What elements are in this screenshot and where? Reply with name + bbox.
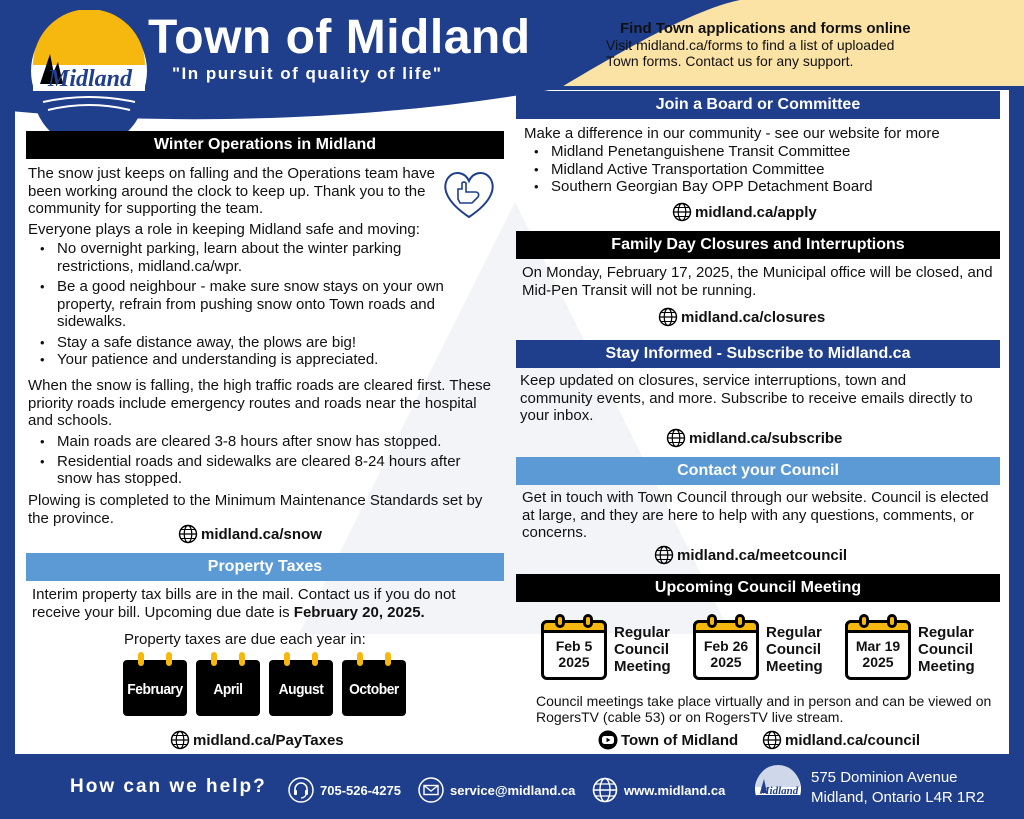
globe-icon (762, 730, 782, 750)
list-item: • Main roads are cleared 3-8 hours after snow has stopped. (28, 433, 498, 451)
meeting-year: 2025 (862, 654, 894, 670)
council-link-text[interactable]: midland.ca/council (785, 731, 921, 749)
meeting-calendar-icon (693, 614, 759, 680)
meeting-year: 2025 (558, 654, 590, 670)
taxes-body-text: Interim property tax bills are in the mail. Contact us if you do not receive your bill. Upcoming due date is (32, 586, 456, 621)
footer-logo-text: Midland (759, 785, 799, 797)
subscribe-link[interactable] (666, 428, 842, 448)
winter-standards: Plowing is completed to the Minimum Maintenance Standards set by the province. (28, 492, 483, 527)
meeting-label: Regular Council Meeting (614, 624, 671, 675)
list-item: • Stay a safe distance away, the plows are big! (28, 334, 498, 352)
closures-link-text[interactable]: midland.ca/closures (681, 308, 826, 326)
footer-website-text[interactable]: www.midland.ca (624, 782, 726, 798)
meetings-note: Council meetings take place virtually and in person and can be viewed on RogersTV (cable 53) or on RogersTV live stream. (536, 693, 992, 725)
closures-link[interactable] (658, 307, 825, 327)
footer-email-text[interactable]: service@midland.ca (450, 782, 576, 798)
list-item: • Midland Active Transportation Committee (522, 161, 998, 179)
address-line-2: Midland, Ontario L4R 1R2 (811, 789, 985, 806)
forms-title: Find Town applications and forms online (620, 20, 911, 37)
meeting-calendar-icon (541, 614, 607, 680)
midland-logo (28, 10, 150, 132)
globe-icon (666, 428, 686, 448)
footer-address (811, 768, 984, 808)
email-icon (418, 777, 444, 803)
month-label: August (278, 680, 324, 698)
footer-phone-text[interactable]: 705-526-4275 (320, 782, 401, 798)
calendar-august (269, 652, 333, 716)
subscribe-heading: Stay Informed - Subscribe to Midland.ca (516, 340, 1000, 368)
footer-email[interactable] (418, 777, 575, 803)
council-body: Get in touch with Town Council through our website. Council is elected at large, and they are here to help with any questions, comments, or concerns. (522, 489, 989, 541)
calendar-october (342, 652, 406, 716)
footer-help: How can we help? (70, 776, 267, 797)
youtube-icon (598, 730, 618, 750)
meeting-label: Regular Council Meeting (918, 624, 975, 675)
list-item: • Midland Penetanguishene Transit Committee (522, 143, 998, 161)
taxes-body (32, 586, 502, 621)
meetcouncil-link[interactable] (654, 545, 847, 565)
logo-text: Midland (47, 66, 133, 92)
globe-icon (672, 202, 692, 222)
meetings-heading: Upcoming Council Meeting (516, 574, 1000, 602)
family-day-heading: Family Day Closures and Interruptions (516, 231, 1000, 259)
forms-body: Visit midland.ca/forms to find a list of uploaded Town forms. Contact us for any support. (606, 37, 895, 69)
meeting-date: Mar 19 (855, 638, 901, 654)
winter-intro: The snow just keeps on falling and the Operations team have been working around the clock to keep up. Thank you to the community for supporting the team. (28, 165, 435, 217)
apply-link-text[interactable]: midland.ca/apply (695, 203, 817, 221)
page-tagline: "In pursuit of quality of life" (172, 64, 443, 83)
meeting-calendar-icon (845, 614, 911, 680)
winter-lead: Everyone plays a role in keeping Midland safe and moving: (28, 221, 420, 238)
taxes-heading: Property Taxes (26, 553, 504, 581)
council-heading: Contact your Council (516, 457, 1000, 485)
globe-icon (654, 545, 674, 565)
footer-logo (754, 765, 802, 813)
footer-phone[interactable] (288, 777, 401, 803)
globe-icon (178, 524, 198, 544)
council-link[interactable] (762, 730, 920, 750)
road-bullets (28, 433, 498, 488)
calendar-february (123, 652, 187, 716)
globe-icon (658, 307, 678, 327)
list-item: • Be a good neighbour - make sure snow stays on your own property, refrain from pushing snow onto Town roads and sidewalks. (28, 278, 498, 331)
meeting-year: 2025 (710, 654, 742, 670)
winter-bullets (28, 240, 498, 369)
footer-website[interactable] (592, 777, 725, 803)
calendar-april (196, 652, 260, 716)
youtube-link[interactable] (598, 730, 738, 750)
meeting-label: Regular Council Meeting (766, 624, 823, 675)
board-items (522, 143, 998, 196)
month-label: February (127, 680, 183, 698)
list-item: • Southern Georgian Bay OPP Detachment Board (522, 178, 998, 196)
winter-priority: When the snow is falling, the high traffic roads are cleared first. These priority roads include emergency routes and roads near the hospital and schools. (28, 377, 492, 429)
page-title: Town of Midland (148, 11, 531, 64)
board-lead: Make a difference in our community - see our website for more (524, 125, 940, 142)
meeting-date: Feb 26 (703, 638, 749, 654)
list-item: • Residential roads and sidewalks are cleared 8-24 hours after snow has stopped. (28, 453, 498, 488)
globe-icon (592, 777, 618, 803)
meeting-date: Feb 5 (555, 638, 593, 654)
taxes-due-date: February 20, 2025. (293, 603, 425, 621)
subscribe-link-text[interactable]: midland.ca/subscribe (689, 429, 843, 447)
subscribe-body: Keep updated on closures, service interruptions, town and community events, and more. Subscribe to receive emails directly to your inbox. (520, 372, 973, 424)
list-item: • Your patience and understanding is appreciated. (28, 351, 498, 369)
paytaxes-link-text[interactable]: midland.ca/PayTaxes (193, 731, 344, 749)
address-line-1: 575 Dominion Avenue (811, 769, 958, 786)
winter-heading: Winter Operations in Midland (26, 131, 504, 159)
family-day-body: On Monday, February 17, 2025, the Municipal office will be closed, and Mid-Pen Transit will not be running. (522, 264, 993, 299)
forms-callout (606, 20, 946, 69)
paytaxes-link[interactable] (170, 730, 344, 750)
youtube-link-text[interactable]: Town of Midland (621, 731, 739, 749)
board-heading: Join a Board or Committee (516, 91, 1000, 119)
month-label: April (213, 680, 243, 698)
month-label: October (349, 680, 399, 698)
apply-link[interactable] (672, 202, 817, 222)
snow-link-text[interactable]: midland.ca/snow (201, 525, 322, 543)
snow-link[interactable] (178, 524, 322, 544)
globe-icon (170, 730, 190, 750)
headset-icon (288, 777, 314, 803)
meetcouncil-link-text[interactable]: midland.ca/meetcouncil (677, 546, 848, 564)
list-item: • No overnight parking, learn about the winter parking restrictions, midland.ca/wpr. (28, 240, 498, 275)
heart-hand-icon (440, 165, 498, 223)
taxes-months-lead: Property taxes are due each year in: (124, 631, 366, 648)
